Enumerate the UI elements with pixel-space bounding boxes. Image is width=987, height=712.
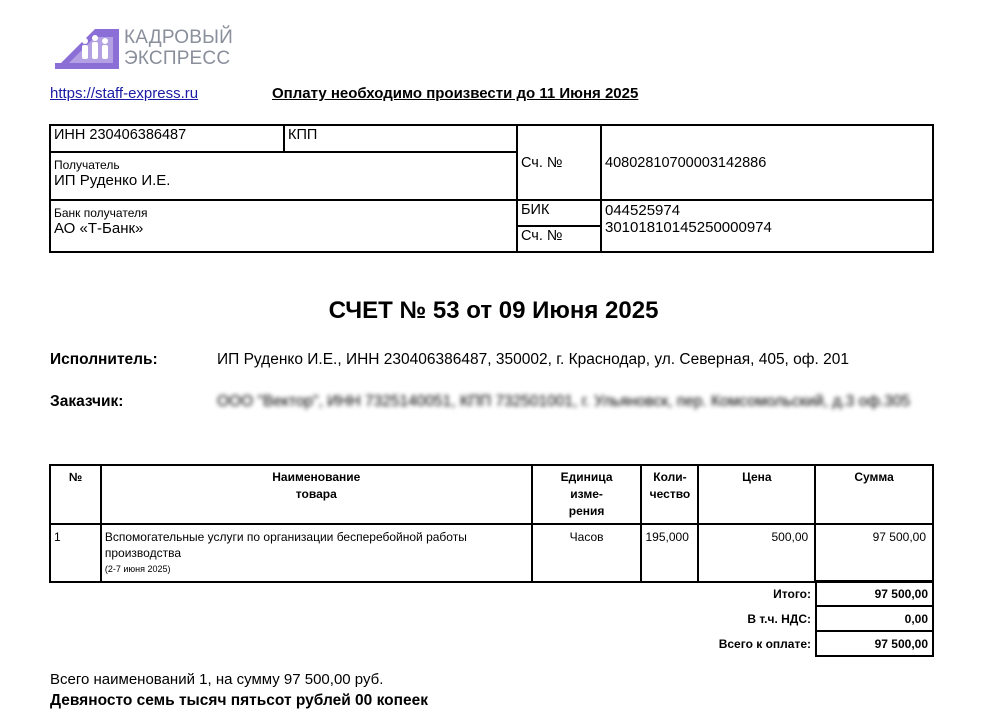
row-num: 1: [50, 524, 101, 582]
kpp-cell: КПП: [284, 125, 517, 152]
account-number: 40802810700003142886: [601, 125, 933, 200]
row-qty: 195,000: [641, 524, 698, 582]
col-price-header: Цена: [698, 465, 815, 524]
items-table: [49, 464, 934, 583]
items-header-row: [50, 465, 933, 524]
col-qty-header: [641, 465, 698, 524]
col-unit-header: [532, 465, 642, 524]
customer-label: Заказчик:: [50, 393, 124, 410]
website-link[interactable]: https://staff-express.ru: [50, 85, 199, 102]
row-sum: 97 500,00: [815, 524, 933, 582]
bik-number: 044525974: [605, 202, 681, 219]
customer-details: ООО "Вектор", ИНН 7325140051, КПП 732501001, г. Ульяновск, пер. Комсомольский, д.3 оф.305: [217, 393, 911, 410]
corr-account-label: Сч. №: [517, 226, 601, 252]
row-name-cell: [101, 524, 532, 582]
logo-text: [124, 27, 233, 69]
items-summary: Всего наименований 1, на сумму 97 500,00 руб.: [50, 671, 384, 688]
col-qty-header-line2: чество: [649, 487, 691, 501]
bik-label: БИК: [517, 200, 601, 226]
bank-details-table: [49, 124, 934, 253]
table-row: [50, 524, 933, 582]
logo-line-2: ЭКСПРЕСС: [124, 48, 231, 69]
col-qty-header-line1: Коли-: [653, 470, 687, 484]
vat-value: 0,00: [816, 606, 933, 631]
due-label: Всего к оплате:: [718, 636, 811, 651]
executor-label: Исполнитель:: [50, 351, 158, 368]
recipient-cell: [50, 152, 517, 200]
bank-label: Банк получателя: [54, 206, 148, 220]
invoice-title: СЧЕТ № 53 от 09 Июня 2025: [328, 297, 659, 324]
company-logo: [55, 27, 125, 71]
col-name-header-line1: Наименование: [272, 470, 361, 484]
bank-cell: [50, 200, 517, 252]
executor-details: ИП Руденко И.Е., ИНН 230406386487, 350002, г. Краснодар, ул. Северная, 405, оф. 201: [217, 351, 850, 368]
row-name: Вспомогательные услуги по организации бесперебойной работы производства: [104, 530, 467, 560]
total-value: 97 500,00: [816, 581, 933, 606]
col-sum-header: Сумма: [815, 465, 933, 524]
totals-table: [49, 580, 934, 657]
logo-line-1: КАДРОВЫЙ: [124, 27, 234, 48]
row-note: (2-7 июня 2025): [104, 564, 171, 574]
account-label: Сч. №: [517, 125, 601, 200]
row-unit: Часов: [532, 524, 642, 582]
col-unit-header-line1: Единица: [560, 470, 613, 484]
col-name-header: [101, 465, 532, 524]
vat-label: В т.ч. НДС:: [747, 611, 811, 626]
corr-account-number: 30101810145250000974: [605, 219, 772, 236]
total-label: Итого:: [773, 586, 811, 601]
col-unit-header-line2: изме-: [570, 487, 603, 501]
payment-deadline-note: Оплату необходимо произвести до 11 Июня 2025: [272, 85, 639, 102]
amount-in-words: Девяносто семь тысяч пятьсот рублей 00 копеек: [50, 692, 428, 709]
due-value: 97 500,00: [816, 631, 933, 656]
recipient-name: ИП Руденко И.Е.: [54, 172, 171, 189]
row-price: 500,00: [698, 524, 815, 582]
bank-name: АО «Т-Банк»: [54, 220, 144, 237]
col-unit-header-line3: рения: [568, 504, 605, 518]
bik-and-corr-cell: [601, 200, 933, 252]
col-num-header: №: [50, 465, 101, 524]
inn-cell: ИНН 230406386487: [50, 125, 284, 152]
col-name-header-line2: товара: [295, 487, 337, 501]
recipient-label: Получатель: [54, 158, 120, 172]
